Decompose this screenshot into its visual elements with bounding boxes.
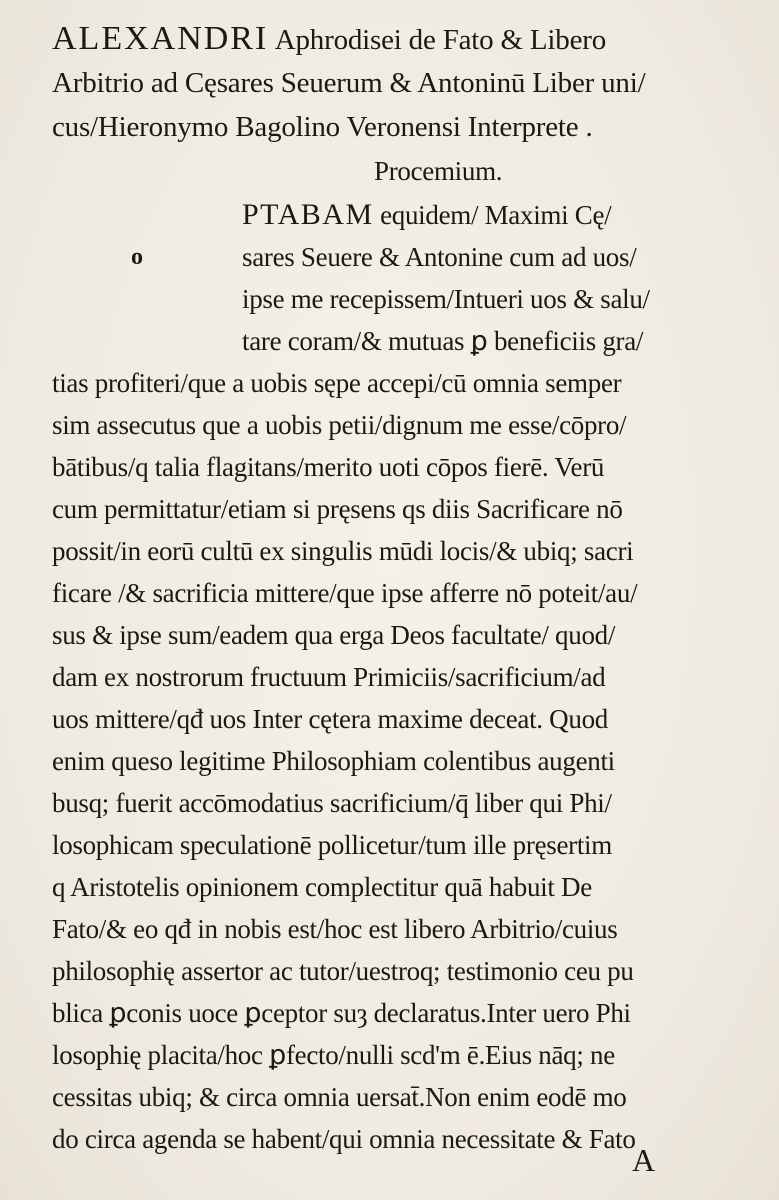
text-line: cum permittatur/etiam si pręsens qs diis Sacrificare nō: [52, 494, 623, 524]
title-line-2: Arbitrio ad Cęsares Seuerum & Antoninū Liber uni/: [52, 67, 646, 99]
text-line: sus & ipse sum/eadem qua erga Deos facultate/ quod/: [52, 620, 616, 650]
text-line: cessitas ubiq; & circa omnia uersat̄.Non enim eodē mo: [52, 1082, 627, 1112]
text-line: do circa agenda se habent/qui omnia necessitate & Fato: [52, 1124, 636, 1154]
text-line: losophię placita/hoc ꝑfecto/nulli scd'm ē.Eius nāq; ne: [52, 1040, 615, 1070]
opening-caps: PTABAM: [242, 198, 374, 231]
opening-line: [242, 198, 611, 232]
text-line: Fato/& eo qđ in nobis est/hoc est libero Arbitrio/cuius: [52, 914, 618, 944]
text-line: bātibus/q talia flagitans/merito uoti cōpos fierē. Verū: [52, 452, 605, 482]
title-author: ALEXANDRI: [52, 20, 269, 57]
opening-rest: equidem/ Maximi Cę/: [380, 200, 612, 230]
text-line: philosophię assertor ac tutor/uestroq; testimonio ceu pu: [52, 956, 634, 986]
text-line: tias profiteri/que a uobis sępe accepi/cū omnia semper: [52, 368, 622, 398]
signature-mark: A: [632, 1142, 656, 1178]
text-line: sim assecutus que a uobis petii/dignum me esse/cōpro/: [52, 410, 627, 440]
text-line: tare coram/& mutuas ꝑ beneficiis gra/: [242, 326, 644, 356]
text-line: ipse me recepissem/Intueri uos & salu/: [242, 284, 650, 314]
section-heading: Procemium.: [374, 156, 503, 186]
text-line: sares Seuere & Antonine cum ad uos/: [242, 242, 637, 272]
text-line: enim queso legitime Philosophiam colentibus augenti: [52, 746, 615, 776]
text-line: possit/in eorū cultū ex singulis mūdi locis/& ubiq; sacri: [52, 536, 634, 566]
text-line: q Aristotelis opinionem complectitur quā habuit De: [52, 872, 592, 902]
title-line-1-rest: Aphrodisei de Fato & Libero: [274, 24, 607, 56]
title-line-3: cus/Hieronymo Bagolino Veronensi Interprete .: [52, 111, 593, 143]
text-line: uos mittere/qđ uos Inter cętera maxime deceat. Quod: [52, 704, 608, 734]
guide-letter: o: [131, 244, 143, 270]
text-line: ficare /& sacrificia mittere/que ipse afferre nō poteit/au/: [52, 578, 638, 608]
text-line: blica ꝑconis uoce ꝑceptor suȝ declaratus.Inter uero Phi: [52, 998, 631, 1028]
text-line: losophicam speculationē pollicetur/tum ille pręsertim: [52, 830, 612, 860]
text-line: dam ex nostrorum fructuum Primiciis/sacrificium/ad: [52, 662, 606, 692]
title-line-1: [52, 22, 606, 57]
text-line: busq; fuerit accōmodatius sacrificium/q̄ liber qui Phi/: [52, 788, 612, 818]
